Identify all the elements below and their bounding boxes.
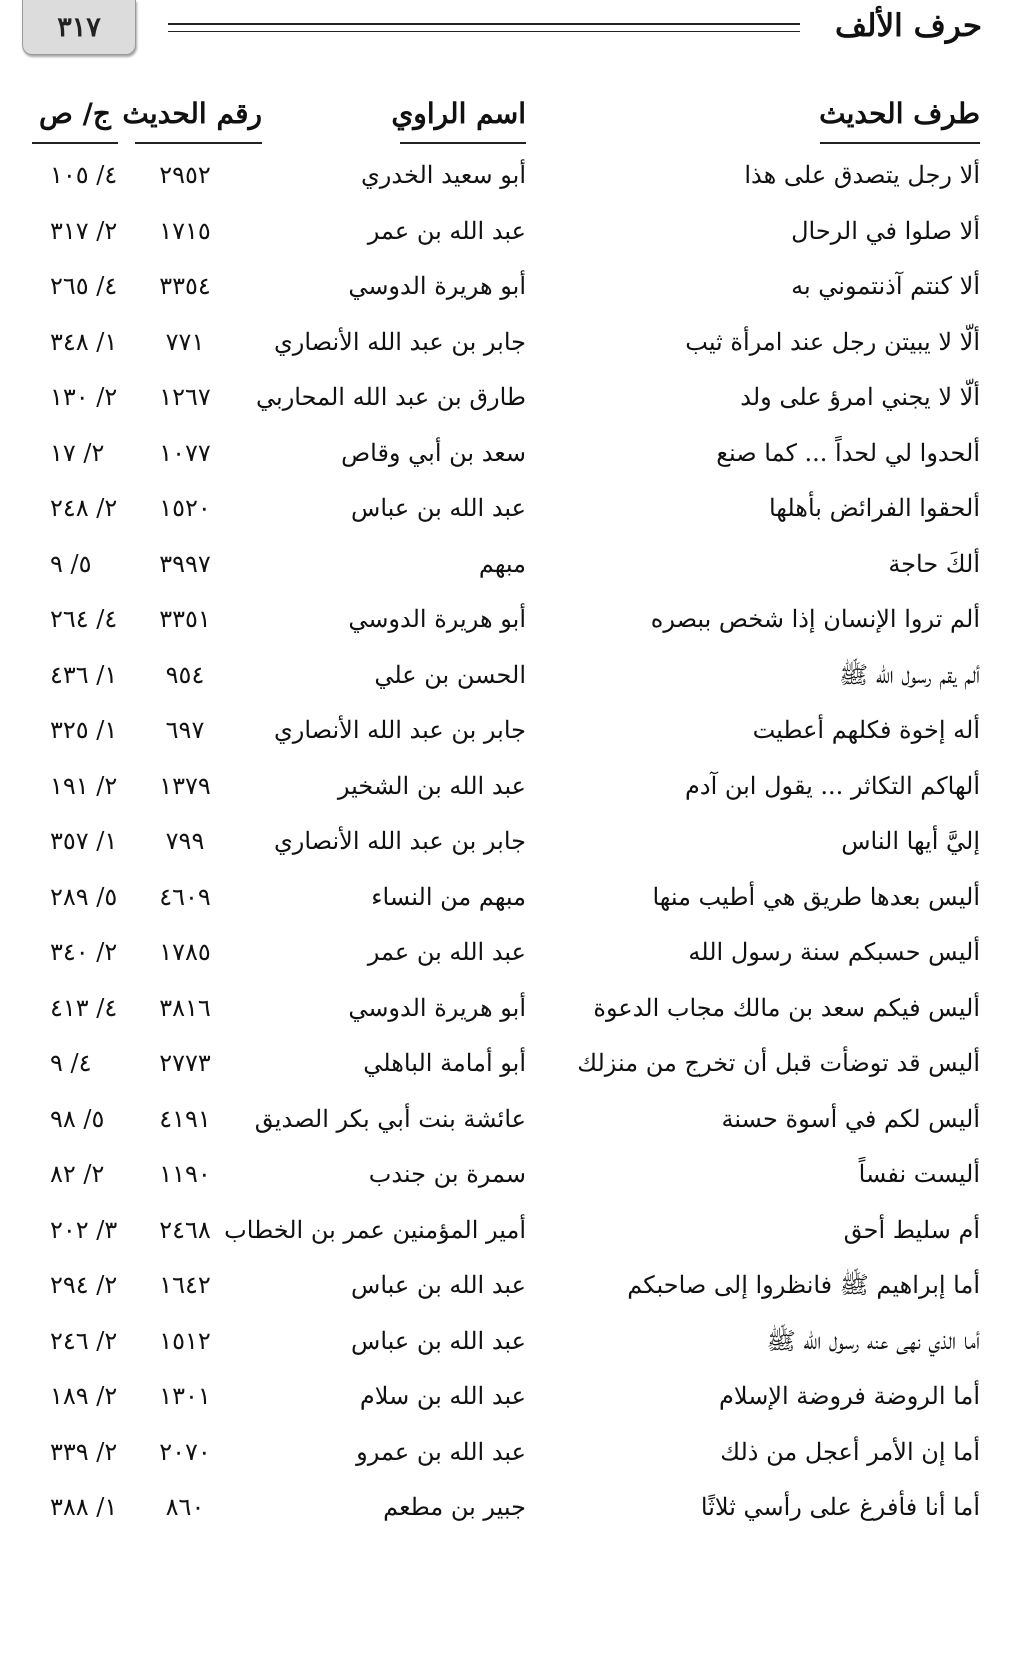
hadith-number-cell: ٤١٩١	[159, 1104, 211, 1133]
hadith-start-cell: أليس لكم في أسوة حسنة	[721, 1104, 980, 1133]
narrator-cell: جابر بن عبد الله الأنصاري	[273, 827, 526, 855]
hadith-number-cell: ٧٧١	[165, 327, 205, 356]
hadith-number-cell: ١٥٢٠	[159, 494, 211, 522]
narrator-cell: عبد الله بن سلام	[359, 1382, 526, 1410]
table-row	[0, 1258, 1010, 1314]
hadith-start-cell: أم سليط أحق	[843, 1215, 980, 1244]
volume-page-cell: ١/ ٣٨٨	[50, 1493, 118, 1521]
volume-page-cell: ٢/ ٢٩٤	[50, 1271, 118, 1299]
volume-page-cell: ١/ ٣٥٧	[50, 827, 118, 855]
table-row	[0, 814, 1010, 870]
hadith-start-cell: ألا رجل يتصدق على هذا	[744, 161, 980, 189]
hadith-start-cell: ألّا لا يجني امرؤ على ولد	[740, 383, 980, 411]
hadith-start-cell: إليَّ أيها الناس	[841, 827, 980, 855]
hadith-number-cell: ١٢٦٧	[159, 383, 211, 411]
column-header-hadith-start: طرف الحديث	[820, 92, 980, 144]
volume-page-cell: ٤/ ٢٦٤	[50, 605, 118, 633]
hadith-number-cell: ١٠٧٧	[159, 438, 211, 467]
volume-page-cell: ٤/ ٤١٣	[50, 993, 118, 1022]
table-row	[0, 481, 1010, 537]
hadith-number-cell: ١٣٧٩	[159, 771, 211, 800]
hadith-start-cell: ألحدوا لي لحداً ... كما صنع	[716, 438, 980, 467]
narrator-cell: جابر بن عبد الله الأنصاري	[273, 716, 526, 744]
volume-page-cell: ٥/ ٩	[50, 549, 92, 578]
narrator-cell: عبد الله بن عباس	[351, 1271, 526, 1299]
narrator-cell: أبو هريرة الدوسي	[348, 272, 526, 300]
table-row	[0, 1369, 1010, 1425]
table-row	[0, 1425, 1010, 1481]
hadith-number-cell: ٤٦٠٩	[159, 882, 211, 911]
table-row	[0, 204, 1010, 260]
hadith-start-cell: ألم تروا الإنسان إذا شخص ببصره	[650, 605, 980, 633]
volume-page-cell: ١/ ٤٣٦	[50, 660, 118, 689]
table-row	[0, 759, 1010, 815]
narrator-cell: عبد الله بن الشخير	[337, 771, 526, 800]
narrator-cell: مبهم	[478, 549, 526, 578]
hadith-number-cell: ٩٥٤	[165, 660, 205, 689]
volume-page-cell: ٥/ ٩٨	[50, 1104, 105, 1133]
hadith-start-cell: أما الروضة فروضة الإسلام	[719, 1382, 980, 1410]
hadith-start-cell: أما إبراهيم ﷺ فانظروا إلى صاحبكم	[627, 1271, 980, 1299]
hadith-start-cell: أليس بعدها طريق هي أطيب منها	[652, 882, 980, 911]
table-row	[0, 426, 1010, 482]
hadith-number-cell: ١٣٠١	[159, 1382, 211, 1410]
narrator-cell: عبد الله بن عمرو	[356, 1437, 526, 1466]
column-header-narrator: اسم الراوي	[400, 92, 526, 144]
volume-page-cell: ١/ ٣٢٥	[50, 716, 118, 744]
table-row	[0, 703, 1010, 759]
hadith-start-cell: أله إخوة فكلهم أعطيت	[752, 716, 980, 744]
narrator-cell: طارق بن عبد الله المحاربي	[256, 383, 526, 411]
volume-page-cell: ٢/ ١٧	[50, 438, 105, 467]
hadith-number-cell: ٦٩٧	[165, 716, 205, 744]
table-row	[0, 1092, 1010, 1148]
narrator-cell: جبير بن مطعم	[383, 1493, 526, 1521]
narrator-cell: سعد بن أبي وقاص	[341, 438, 526, 467]
hadith-start-cell: أما أنا فأفرغ على رأسي ثلاثًا	[700, 1493, 980, 1521]
section-title: حرف الألف	[834, 8, 982, 44]
hadith-start-cell: ألّا لا يبيتن رجل عند امرأة ثيب	[685, 327, 980, 356]
narrator-cell: الحسن بن علي	[374, 660, 526, 689]
narrator-cell: عائشة بنت أبي بكر الصديق	[254, 1104, 526, 1133]
hadith-number-cell: ١١٩٠	[159, 1160, 211, 1188]
narrator-cell: أبو هريرة الدوسي	[348, 993, 526, 1022]
table-row	[0, 648, 1010, 704]
header-rule	[168, 23, 800, 25]
table-row	[0, 1036, 1010, 1092]
table-row	[0, 537, 1010, 593]
volume-page-cell: ٢/ ٣٤٠	[50, 938, 118, 966]
column-header-volume-page: ج/ ص	[32, 92, 118, 144]
volume-page-cell: ٢/ ٨٢	[50, 1160, 105, 1188]
hadith-start-cell: ألهاكم التكاثر ... يقول ابن آدم	[685, 771, 980, 800]
narrator-cell: عبد الله بن عمر	[367, 938, 526, 966]
narrator-cell: أبو هريرة الدوسي	[348, 605, 526, 633]
volume-page-cell: ٢/ ١٨٩	[50, 1382, 118, 1410]
header-rule	[168, 31, 800, 32]
hadith-start-cell: أليس قد توضأت قبل أن تخرج من منزلك	[577, 1049, 980, 1077]
volume-page-cell: ٢/ ١٩١	[50, 771, 118, 800]
volume-page-cell: ٣/ ٢٠٢	[50, 1215, 118, 1244]
hadith-start-cell: أما الذي نهى عنه رسول الله ﷺ	[766, 1326, 980, 1355]
volume-page-cell: ٢/ ٣٣٩	[50, 1437, 118, 1466]
volume-page-cell: ٢/ ١٣٠	[50, 383, 118, 411]
table-row	[0, 1480, 1010, 1536]
narrator-cell: عبد الله بن عباس	[351, 1326, 526, 1355]
hadith-number-cell: ٢٤٦٨	[159, 1215, 211, 1244]
narrator-cell: مبهم من النساء	[371, 882, 526, 911]
volume-page-cell: ١/ ٣٤٨	[50, 327, 118, 356]
volume-page-cell: ٢/ ٣١٧	[50, 216, 118, 245]
narrator-cell: عبد الله بن عباس	[351, 494, 526, 522]
page-header	[0, 0, 1010, 70]
table-row	[0, 148, 1010, 204]
hadith-start-cell: أليس حسبكم سنة رسول الله	[688, 938, 980, 966]
narrator-cell: سمرة بن جندب	[368, 1160, 526, 1188]
table-row	[0, 1314, 1010, 1370]
volume-page-cell: ٤/ ٢٦٥	[50, 272, 118, 300]
narrator-cell: عبد الله بن عمر	[367, 216, 526, 245]
hadith-number-cell: ٢٠٧٠	[159, 1437, 211, 1466]
table-row	[0, 1203, 1010, 1259]
column-header-hadith-number: رقم الحديث	[135, 92, 262, 144]
table-row	[0, 1147, 1010, 1203]
hadith-index-table	[0, 148, 1010, 1536]
table-row	[0, 870, 1010, 926]
page-number-badge: ٣١٧	[22, 0, 136, 55]
hadith-number-cell: ١٥١٢	[159, 1326, 211, 1355]
table-row	[0, 925, 1010, 981]
hadith-number-cell: ١٧٨٥	[159, 938, 211, 966]
table-row	[0, 981, 1010, 1037]
narrator-cell: أبو أمامة الباهلي	[363, 1049, 526, 1077]
volume-page-cell: ٢/ ٢٤٦	[50, 1326, 118, 1355]
hadith-number-cell: ٢٩٥٢	[159, 161, 211, 189]
hadith-number-cell: ٨٦٠	[165, 1493, 205, 1521]
hadith-start-cell: ألكَ حاجة	[888, 549, 980, 578]
table-row	[0, 259, 1010, 315]
hadith-number-cell: ٣٣٥٤	[159, 272, 211, 300]
narrator-cell: جابر بن عبد الله الأنصاري	[273, 327, 526, 356]
hadith-start-cell: ألحقوا الفرائض بأهلها	[768, 494, 980, 522]
volume-page-cell: ٢/ ٢٤٨	[50, 494, 118, 522]
hadith-number-cell: ١٧١٥	[159, 216, 211, 245]
table-row	[0, 592, 1010, 648]
hadith-start-cell: ألم يقم رسول الله ﷺ	[839, 660, 980, 689]
hadith-start-cell: أما إن الأمر أعجل من ذلك	[720, 1437, 980, 1466]
volume-page-cell: ٤/ ١٠٥	[50, 161, 118, 189]
table-row	[0, 315, 1010, 371]
narrator-cell: أبو سعيد الخدري	[361, 161, 526, 189]
hadith-number-cell: ٧٩٩	[165, 827, 205, 855]
hadith-start-cell: ألا كنتم آذنتموني به	[791, 272, 980, 300]
volume-page-cell: ٥/ ٢٨٩	[50, 882, 118, 911]
hadith-number-cell: ٣٨١٦	[159, 993, 211, 1022]
hadith-start-cell: أليس فيكم سعد بن مالك مجاب الدعوة	[593, 993, 980, 1022]
hadith-number-cell: ٢٧٧٣	[159, 1049, 211, 1077]
hadith-number-cell: ٣٩٩٧	[159, 549, 211, 578]
narrator-cell: أمير المؤمنين عمر بن الخطاب	[224, 1215, 526, 1244]
table-row	[0, 370, 1010, 426]
hadith-start-cell: أليست نفساً	[858, 1160, 980, 1188]
volume-page-cell: ٤/ ٩	[50, 1049, 92, 1077]
hadith-number-cell: ٣٣٥١	[159, 605, 211, 633]
hadith-number-cell: ١٦٤٢	[159, 1271, 211, 1299]
hadith-start-cell: ألا صلوا في الرحال	[791, 216, 980, 245]
